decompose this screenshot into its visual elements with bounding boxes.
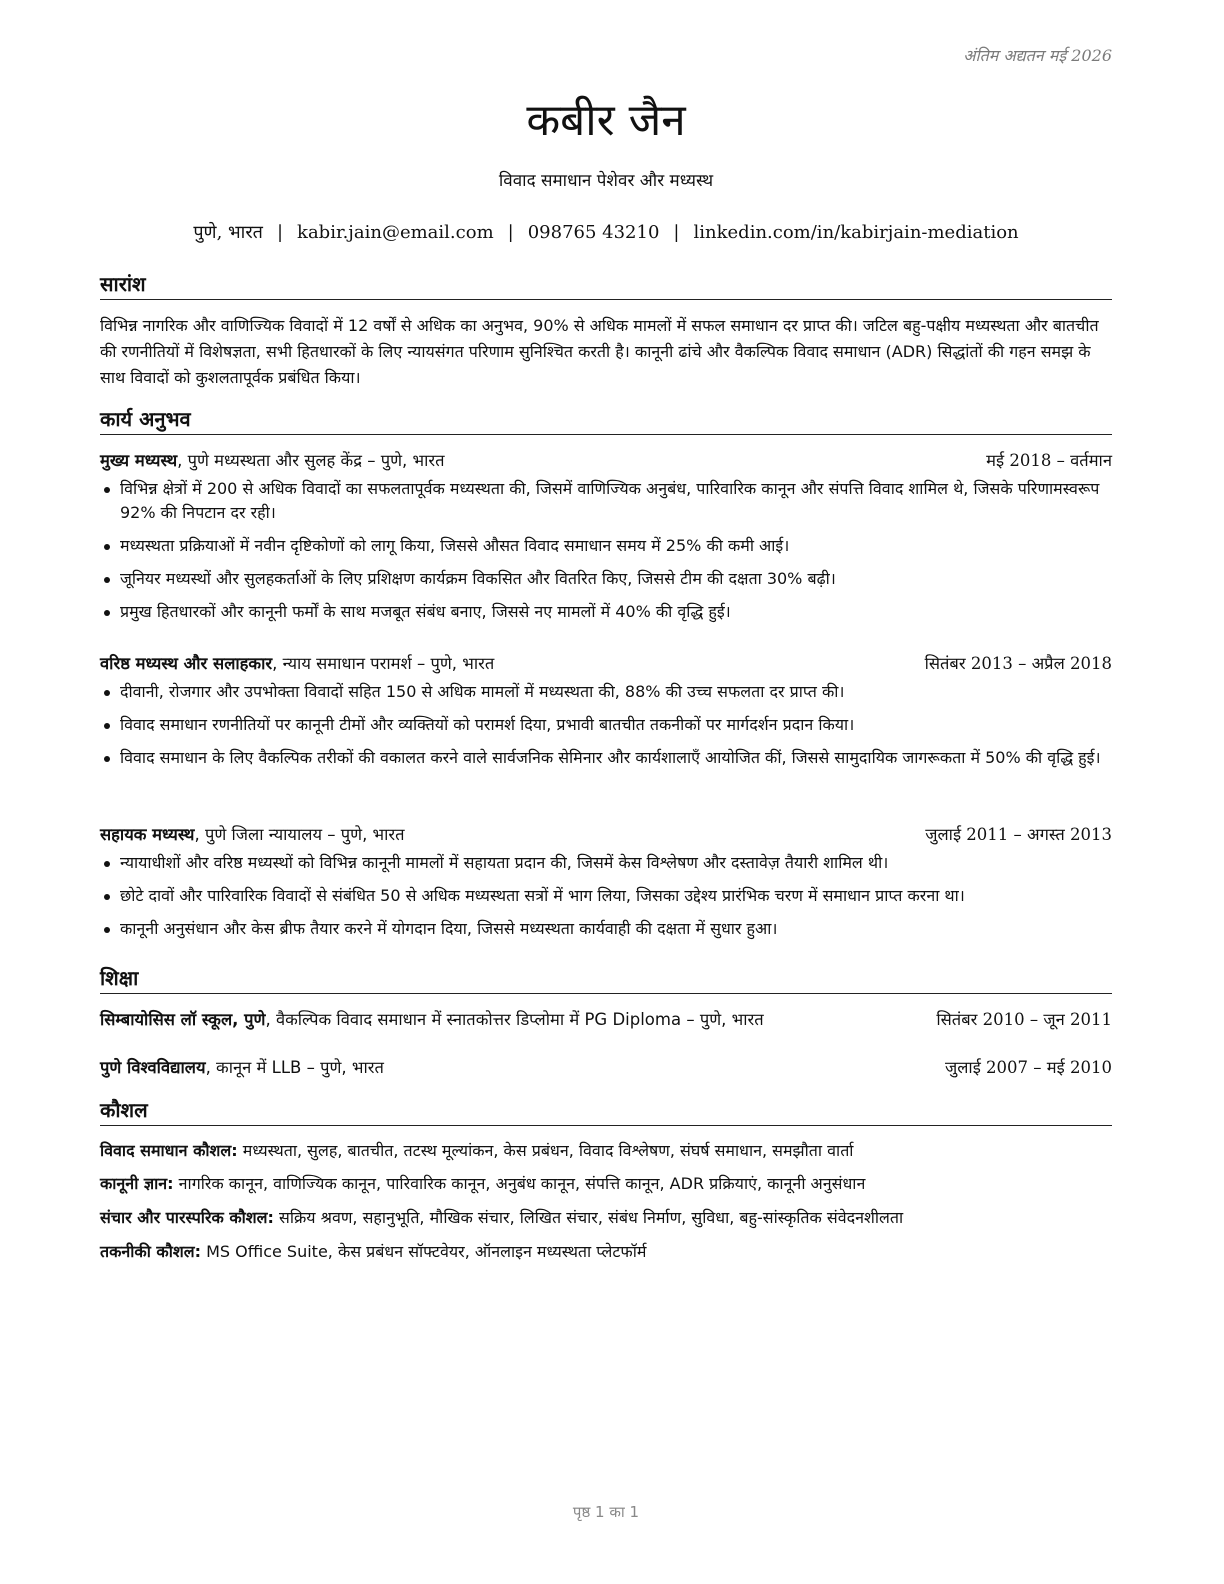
degree-detail: , कानून में LLB – पुणे, भारत xyxy=(205,1058,384,1077)
list-item: मध्यस्थता प्रक्रियाओं में नवीन दृष्टिकोणों को लागू किया, जिससे औसत विवाद समाधान समय में 25% की कमी आई। xyxy=(100,534,1112,558)
list-item: जूनियर मध्यस्थों और सुलहकर्ताओं के लिए प्रशिक्षण कार्यक्रम विकसित और वितरित किए, जिससे टीम की दक्षता 30% बढ़ी। xyxy=(100,567,1112,591)
list-item: दीवानी, रोजगार और उपभोक्ता विवादों सहित 150 से अधिक मामलों में मध्यस्थता की, 88% की उच्च सफलता दर प्राप्त की। xyxy=(100,680,1112,704)
skill-line xyxy=(100,1172,1112,1194)
skill-line xyxy=(100,1206,1112,1228)
section-title-skills: कौशल xyxy=(100,1096,1112,1126)
job-role: मुख्य मध्यस्थ xyxy=(100,451,178,470)
contact-linkedin[interactable]: linkedin.com/in/kabirjain-mediation xyxy=(693,222,1019,243)
list-item: न्यायाधीशों और वरिष्ठ मध्यस्थों को विभिन्न कानूनी मामलों में सहायता प्रदान की, जिसमें केस विश्लेषण और दस्तावेज़ तैयारी शामिल थी। xyxy=(100,851,1112,875)
job-role: वरिष्ठ मध्यस्थ और सलाहकार xyxy=(100,654,273,673)
contact-phone: 098765 43210 xyxy=(527,222,660,243)
school-name: सिम्बायोसिस लॉ स्कूल, पुणे xyxy=(100,1010,266,1029)
job-bullets xyxy=(100,680,1112,779)
contact-email[interactable]: kabir.jain@email.com xyxy=(297,222,494,243)
education-dates: जुलाई 2007 – मई 2010 xyxy=(945,1058,1112,1077)
list-item: विवाद समाधान के लिए वैकल्पिक तरीकों की वकालत करने वाले सार्वजनिक सेमिनार और कार्यशालाएँ आयोजित कीं, जिससे सामुदायिक जागरूकता में 50% की वृद्धि हुई। xyxy=(100,746,1112,770)
job-dates: सितंबर 2013 – अप्रैल 2018 xyxy=(924,654,1112,673)
job-org: , पुणे मध्यस्थता और सुलह केंद्र – पुणे, भारत xyxy=(177,451,445,470)
list-item: छोटे दावों और पारिवारिक विवादों से संबंधित 50 से अधिक मध्यस्थता सत्रों में भाग लिया, जिसका उद्देश्य प्रारंभिक चरण में समाधान प्राप्त करना था। xyxy=(100,884,1112,908)
job-org: , पुणे जिला न्यायालय – पुणे, भारत xyxy=(194,825,405,844)
candidate-name: कबीर जैन xyxy=(526,95,686,146)
section-title-summary: सारांश xyxy=(100,270,1112,300)
contact-separator: | xyxy=(507,222,514,243)
job-header xyxy=(100,822,1112,848)
skill-label: तकनीकी कौशल: xyxy=(100,1242,201,1261)
job-role: सहायक मध्यस्थ xyxy=(100,825,195,844)
skill-value: नागरिक कानून, वाणिज्यिक कानून, पारिवारिक कानून, अनुबंध कानून, संपत्ति कानून, ADR प्रक्रियाएं, कानूनी अनुसंधान xyxy=(173,1174,866,1193)
education-dates: सितंबर 2010 – जून 2011 xyxy=(936,1010,1112,1029)
skill-label: कानूनी ज्ञान: xyxy=(100,1174,174,1193)
job-header xyxy=(100,651,1112,677)
school-name: पुणे विश्वविद्यालय xyxy=(100,1058,206,1077)
contact-separator: | xyxy=(673,222,680,243)
skill-line xyxy=(100,1139,1112,1161)
contact-line xyxy=(100,220,1112,244)
summary-text: विभिन्न नागरिक और वाणिज्यिक विवादों में 12 वर्षों से अधिक का अनुभव, 90% से अधिक मामलों में सफल समाधान दर प्राप्त की। जटिल बहु-पक्षीय मध्यस्थता और बातचीत की रणनीतियों में विशेषज्ञता, सभी हितधारकों के लिए न्यायसंगत परिणाम सुनिश्चित करती है। कानूनी ढांचे और वैकल्पिक विवाद समाधान (ADR) सिद्धांतों की गहन समझ के साथ विवादों को कुशलतापूर्वक प्रबंधित किया। xyxy=(100,316,1099,387)
tagline: विवाद समाधान पेशेवर और मध्यस्थ xyxy=(498,171,714,191)
skill-label: विवाद समाधान कौशल: xyxy=(100,1141,238,1160)
education-item xyxy=(100,1007,1112,1033)
list-item: विभिन्न क्षेत्रों में 200 से अधिक विवादों का सफलतापूर्वक मध्यस्थता की, जिसमें वाणिज्यिक अनुबंध, पारिवारिक कानून और संपत्ति विवाद शामिल थे, जिसके परिणामस्वरूप 92% की निपटान दर रही। xyxy=(100,477,1112,525)
job-dates: मई 2018 – वर्तमान xyxy=(986,451,1112,470)
contact-separator: | xyxy=(276,222,284,243)
section-title-experience: कार्य अनुभव xyxy=(100,405,1112,435)
education-item xyxy=(100,1055,1112,1081)
job-bullets xyxy=(100,851,1112,950)
last-updated: अंतिम अद्यतन मई 2026 xyxy=(963,46,1112,65)
list-item: कानूनी अनुसंधान और केस ब्रीफ तैयार करने में योगदान दिया, जिससे मध्यस्थता कार्यवाही की दक्षता में सुधार हुआ। xyxy=(100,917,1112,941)
section-title-education: शिक्षा xyxy=(100,964,1112,994)
skill-value: मध्यस्थता, सुलह, बातचीत, तटस्थ मूल्यांकन, केस प्रबंधन, विवाद विश्लेषण, संघर्ष समाधान, समझौता वार्ता xyxy=(237,1141,854,1160)
page-number: पृष्ठ 1 का 1 xyxy=(572,1503,640,1521)
list-item: प्रमुख हितधारकों और कानूनी फर्मों के साथ मजबूत संबंध बनाए, जिससे नए मामलों में 40% की वृद्धि हुई। xyxy=(100,600,1112,624)
list-item: विवाद समाधान रणनीतियों पर कानूनी टीमों और व्यक्तियों को परामर्श दिया, प्रभावी बातचीत तकनीकों पर मार्गदर्शन प्रदान किया। xyxy=(100,713,1112,737)
skill-value: MS Office Suite, केस प्रबंधन सॉफ्टवेयर, ऑनलाइन मध्यस्थता प्लेटफॉर्म xyxy=(201,1242,647,1261)
skill-label: संचार और पारस्परिक कौशल: xyxy=(100,1208,274,1227)
job-dates: जुलाई 2011 – अगस्त 2013 xyxy=(925,825,1112,844)
degree-detail: , वैकल्पिक विवाद समाधान में स्नातकोत्तर डिप्लोमा में PG Diploma – पुणे, भारत xyxy=(265,1010,764,1029)
skill-value: सक्रिय श्रवण, सहानुभूति, मौखिक संचार, लिखित संचार, संबंध निर्माण, सुविधा, बहु-सांस्कृतिक संवेदनशीलता xyxy=(273,1208,904,1227)
resume-page xyxy=(100,0,1112,1584)
job-org: , न्याय समाधान परामर्श – पुणे, भारत xyxy=(272,654,495,673)
skill-line xyxy=(100,1240,1112,1262)
job-header xyxy=(100,448,1112,474)
contact-location: पुणे, भारत xyxy=(193,222,263,243)
job-bullets xyxy=(100,477,1112,633)
